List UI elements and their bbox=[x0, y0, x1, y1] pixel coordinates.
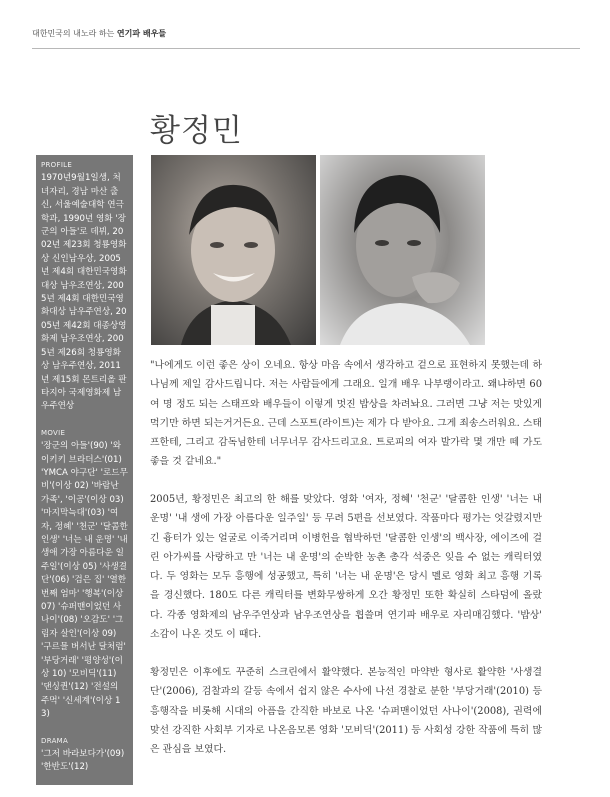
portrait-photos bbox=[151, 155, 485, 345]
header-emphasis: 연기파 배우들 bbox=[116, 29, 167, 38]
profile-sidebar bbox=[36, 155, 133, 785]
running-header bbox=[32, 28, 580, 49]
quote-text: "나에게도 이런 좋은 상이 오네요. 항상 마음 속에서 생각하고 겉으로 표현하지 못했는데 하나님께 제일 감사드립니다. 저는 사람들에게 그래요. 일개 배우 나부랭이라고. 왜냐하면 60여 명 정도 되는 스태프와 배우들이 이렇게 멋진 밥상을 차려놔요. 그러면 그냥 저는 맛있게 먹기만 하면 되는거거든요. 근데 스포트(라이트)는 제가 다 받아요. 그게 죄송스러워요. 스태프한테, 그리고 감독님한테 너무너무 감사드리고요. 트로피의 여자 발가락 몇 개만 떼 가도 좋을 것 같네요." bbox=[150, 360, 542, 468]
header-prefix: 대한민국의 내노라 하는 bbox=[32, 29, 117, 38]
page-title: 황정민 bbox=[150, 113, 243, 149]
paragraph-1-text: 2005년, 황정민은 최고의 한 해를 맞았다. 영화 '여자, 정혜' '천군' '달콤한 인생' '너는 내 운명' '내 생에 가장 아름다운 일주일' 등 무려 5편을 선보였다. 작품마다 평가는 엇갈렸지만 긴 흉터가 있는 얼굴로 이죽거리며 이병헌을 협박하던 '달콤한 인생'의 백사장, 에이즈에 걸린 아가씨를 사랑하고 만 '너는 내 운명'의 순박한 농촌 총각 석중은 잊을 수 없는 캐릭터였다. 두 영화는 모두 흥행에 성공했고, 특히 '너는 내 운명'은 당시 멜로 영화 최고 흥행 기록을 경신했다. 180도 다른 캐릭터를 변화무쌍하게 오간 황정민 또한 확실히 스타덤에 올랐다. 각종 영화제의 남우주연상과 남우조연상을 휩쓸며 연기파 배우로 자리매김했다. '밥상' 소감이 나온 것도 이 때다. bbox=[150, 494, 542, 641]
drama-text: '그저 바라보다가'(09) '한반도'(12) bbox=[41, 749, 125, 773]
acceptance-speech-quote bbox=[150, 356, 542, 472]
drama-heading: DRAMA bbox=[41, 736, 69, 745]
movie-text: '장군의 아들'(90) '와이키키 브라더스'(01) 'YMCA 야구단' '로드무비'(이상 02) '바람난 가족', '이공'(이상 03) '마지막늑대'(03) '여자, 정혜' '천군' '달콤한 인생' '너는 내 운명' '내 생애 가장 아름다운 일주일'(이상 05) '사생결단'(06) '검은 집' '열한번째 엄마' '행복'(이상 07) '슈퍼맨이었던 사나이'(08) '오감도' '그림자 살인'(이상 09) '구르믈 버서난 달처럼' '부당거래' '평양성'(이상 10) '모비딕'(11) '댄싱퀸'(12) '전설의 주먹' '신세계'(이상 13) bbox=[41, 441, 128, 720]
portrait-photo-thoughtful bbox=[320, 155, 485, 345]
body-paragraph-1 bbox=[150, 490, 542, 644]
profile-text: 1970년9월1일생, 처녀자리, 경남 마산 출신, 서울예술대학 연극학과, 1990년 영화 '장군의 아들'로 데뷔, 2002년 제23회 청룡영화상 신인남우상, 2005년 제4회 대한민국영화대상 남우조연상, 2005년 제4회 대한민국영화대상 남우주연상, 2005년 제42회 대종상영화제 남우조연상, 2005년 제26회 청룡영화상 남우주연상, 2011년 제15회 몬트리올 판타지아 국제영화제 남우주연상 bbox=[41, 173, 127, 412]
profile-heading: PROFILE bbox=[41, 161, 73, 169]
paragraph-2-text: 황정민은 이후에도 꾸준히 스크린에서 활약했다. 본능적인 마약반 형사로 활약한 '사생결단'(2006), 검찰과의 갈등 속에서 쉽지 않은 수사에 나선 경찰로 분한 '부당거래'(2010) 등 흥행작을 비롯해 시대의 아픔을 간직한 바보로 나온 '슈퍼맨이었던 사나이'(2008), 권력에 맞선 강직한 사회부 기자로 나온음모론 영화 '모비딕'(2011) 등 사회성 강한 작품에 특히 많은 관심을 보였다. bbox=[150, 667, 542, 756]
body-paragraph-2 bbox=[150, 663, 542, 759]
portrait-photo-smiling bbox=[151, 155, 316, 345]
movie-heading: MOVIE bbox=[41, 428, 66, 437]
